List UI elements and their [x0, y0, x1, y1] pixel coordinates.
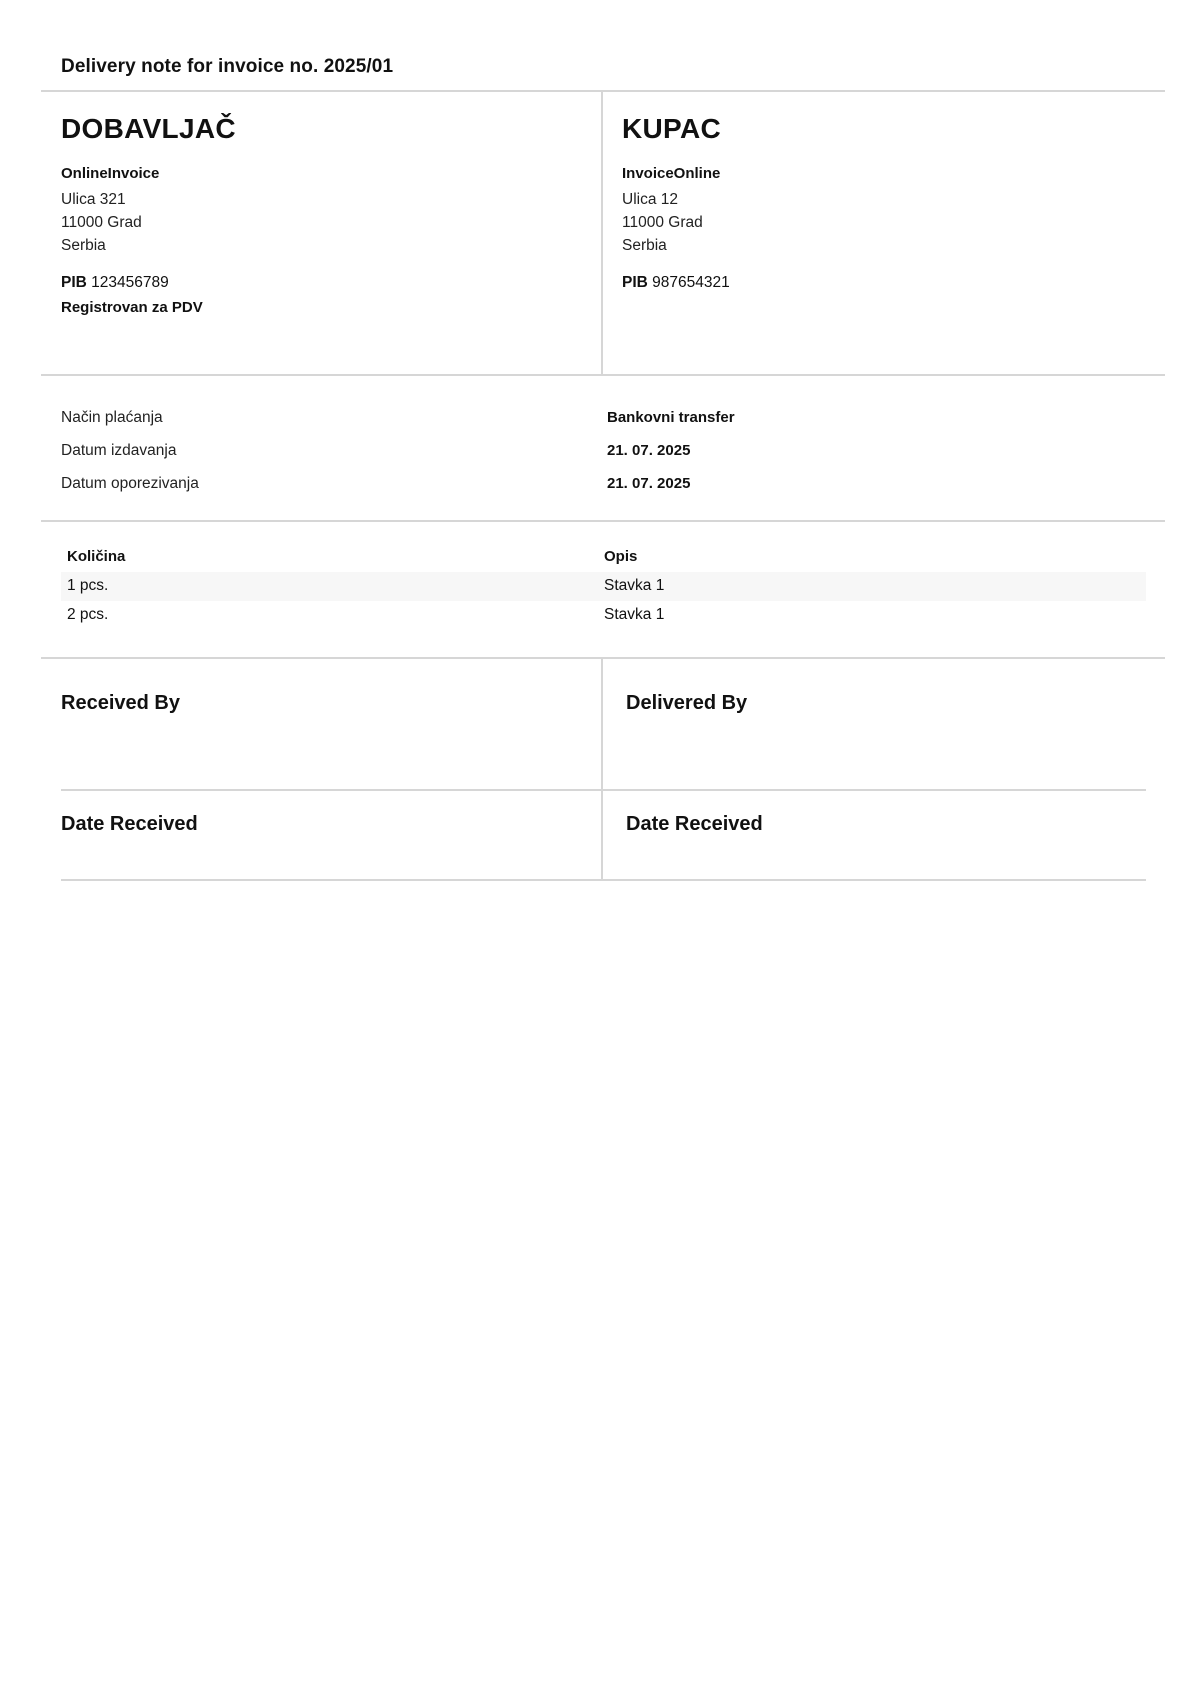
divider: [601, 659, 603, 881]
supplier-pib: [61, 274, 581, 292]
supplier-country: Serbia: [61, 237, 106, 254]
divider: [41, 520, 1165, 522]
signature-line: [61, 789, 1146, 791]
received-by-label: Received By: [61, 692, 180, 714]
date-received-label-left: Date Received: [61, 813, 198, 835]
issue-date-label: Datum izdavanja: [61, 442, 177, 459]
items-table: [61, 543, 1146, 630]
signature-line: [61, 879, 1146, 881]
row-description: Stavka 1: [604, 606, 665, 623]
buyer-pib-label: PIB: [622, 274, 648, 291]
document-title: Delivery note for invoice no. 2025/01: [61, 56, 394, 77]
row-quantity: 1 pcs.: [67, 577, 109, 594]
buyer-city: 11000 Grad: [622, 214, 703, 231]
table-header: [61, 543, 1146, 572]
buyer-block: [622, 92, 1142, 292]
date-received-label-right: Date Received: [626, 813, 763, 835]
supplier-heading: DOBAVLJAČ: [61, 113, 236, 144]
divider: [41, 657, 1165, 659]
row-quantity: 2 pcs.: [67, 606, 109, 623]
buyer-heading: KUPAC: [622, 113, 721, 144]
description-header: Opis: [604, 548, 638, 565]
supplier-block: [61, 92, 581, 316]
buyer-address: [622, 188, 1142, 257]
supplier-address: [61, 188, 581, 257]
supplier-pib-value: 123456789: [91, 274, 169, 291]
table-row: [61, 601, 1146, 630]
supplier-pib-label: PIB: [61, 274, 87, 291]
supplier-vat-status: Registrovan za PDV: [61, 299, 203, 316]
issue-date-value: 21. 07. 2025: [607, 442, 691, 459]
payment-method-label: Način plaćanja: [61, 409, 163, 426]
payment-method-value: Bankovni transfer: [607, 409, 735, 426]
buyer-country: Serbia: [622, 237, 667, 254]
tax-date-value: 21. 07. 2025: [607, 475, 691, 492]
buyer-street: Ulica 12: [622, 191, 678, 208]
buyer-name: InvoiceOnline: [622, 165, 721, 182]
divider: [41, 374, 1165, 376]
divider: [601, 92, 603, 374]
buyer-pib: [622, 274, 1142, 292]
delivered-by-label: Delivered By: [626, 692, 748, 714]
buyer-pib-value: 987654321: [652, 274, 730, 291]
tax-date-label: Datum oporezivanja: [61, 475, 199, 492]
supplier-city: 11000 Grad: [61, 214, 142, 231]
supplier-street: Ulica 321: [61, 191, 126, 208]
quantity-header: Količina: [67, 548, 126, 565]
supplier-name: OnlineInvoice: [61, 165, 160, 182]
table-row: [61, 572, 1146, 601]
row-description: Stavka 1: [604, 577, 665, 594]
